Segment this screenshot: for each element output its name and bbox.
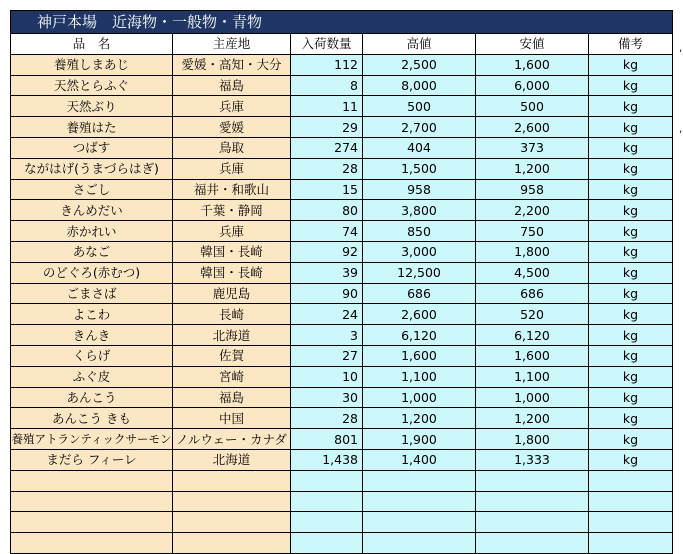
table-row — [11, 408, 673, 429]
high-price-cell: 1,100 — [363, 366, 476, 387]
quantity-cell: 1,438 — [291, 449, 363, 470]
origin-cell: 中国 — [173, 408, 291, 429]
origin-cell: ノルウェー・カナダ — [173, 429, 291, 450]
table-row — [11, 512, 673, 533]
margin-mark-2: , — [679, 124, 683, 135]
origin-cell: 愛媛 — [173, 117, 291, 138]
quantity-cell: 74 — [291, 221, 363, 242]
quantity-cell: 3 — [291, 325, 363, 346]
low-price-cell: 1,100 — [476, 366, 589, 387]
high-price-cell — [363, 470, 476, 491]
table-title: 神戸本場 近海物・一般物・青物 — [11, 11, 673, 34]
origin-cell: 福島 — [173, 387, 291, 408]
high-price-cell: 500 — [363, 96, 476, 117]
table-row — [11, 387, 673, 408]
item-name-cell — [11, 512, 173, 533]
origin-cell: 宮崎 — [173, 366, 291, 387]
low-price-cell: 520 — [476, 304, 589, 325]
low-price-cell — [476, 470, 589, 491]
remarks-cell — [589, 512, 673, 533]
high-price-cell: 958 — [363, 179, 476, 200]
high-price-cell — [363, 512, 476, 533]
remarks-cell: kg — [589, 408, 673, 429]
table-row — [11, 117, 673, 138]
low-price-cell: 4,500 — [476, 262, 589, 283]
low-price-cell — [476, 512, 589, 533]
low-price-cell: 958 — [476, 179, 589, 200]
table-row — [11, 470, 673, 491]
item-name-cell — [11, 470, 173, 491]
table-row — [11, 75, 673, 96]
origin-cell: 韓国・長崎 — [173, 241, 291, 262]
quantity-cell: 28 — [291, 408, 363, 429]
origin-cell: 千葉・静岡 — [173, 200, 291, 221]
remarks-cell: kg — [589, 429, 673, 450]
quantity-cell: 801 — [291, 429, 363, 450]
low-price-cell: 686 — [476, 283, 589, 304]
quantity-cell — [291, 491, 363, 512]
margin-mark-1: , — [679, 43, 683, 54]
low-price-cell: 2,600 — [476, 117, 589, 138]
remarks-cell — [589, 533, 673, 554]
table-row — [11, 241, 673, 262]
low-price-cell: 1,600 — [476, 54, 589, 75]
low-price-cell: 500 — [476, 96, 589, 117]
quantity-cell: 92 — [291, 241, 363, 262]
high-price-cell: 1,000 — [363, 387, 476, 408]
quantity-cell: 29 — [291, 117, 363, 138]
high-price-cell: 3,800 — [363, 200, 476, 221]
origin-cell: 兵庫 — [173, 96, 291, 117]
market-price-table — [10, 10, 673, 554]
remarks-cell: kg — [589, 96, 673, 117]
quantity-cell — [291, 470, 363, 491]
low-price-cell — [476, 491, 589, 512]
quantity-cell: 112 — [291, 54, 363, 75]
table-row — [11, 221, 673, 242]
quantity-cell: 80 — [291, 200, 363, 221]
remarks-cell: kg — [589, 137, 673, 158]
remarks-cell: kg — [589, 158, 673, 179]
header-origin: 主産地 — [173, 34, 291, 55]
origin-cell: 兵庫 — [173, 158, 291, 179]
item-name-cell: ふぐ皮 — [11, 366, 173, 387]
high-price-cell — [363, 533, 476, 554]
origin-cell: 北海道 — [173, 449, 291, 470]
quantity-cell: 11 — [291, 96, 363, 117]
low-price-cell: 1,600 — [476, 345, 589, 366]
origin-cell: 福島 — [173, 75, 291, 96]
high-price-cell: 404 — [363, 137, 476, 158]
origin-cell: 兵庫 — [173, 221, 291, 242]
low-price-cell: 1,200 — [476, 158, 589, 179]
origin-cell: 長崎 — [173, 304, 291, 325]
high-price-cell: 2,600 — [363, 304, 476, 325]
quantity-cell: 15 — [291, 179, 363, 200]
table-row — [11, 325, 673, 346]
high-price-cell: 2,700 — [363, 117, 476, 138]
item-name-cell: まだら フィーレ — [11, 449, 173, 470]
quantity-cell: 28 — [291, 158, 363, 179]
item-name-cell: あんこう きも — [11, 408, 173, 429]
quantity-cell: 90 — [291, 283, 363, 304]
high-price-cell: 1,200 — [363, 408, 476, 429]
item-name-cell — [11, 533, 173, 554]
remarks-cell: kg — [589, 179, 673, 200]
table-row — [11, 179, 673, 200]
high-price-cell: 6,120 — [363, 325, 476, 346]
remarks-cell: kg — [589, 449, 673, 470]
item-name-cell: のどぐろ(赤むつ) — [11, 262, 173, 283]
item-name-cell: 天然とらふぐ — [11, 75, 173, 96]
remarks-cell: kg — [589, 366, 673, 387]
high-price-cell — [363, 491, 476, 512]
quantity-cell: 274 — [291, 137, 363, 158]
item-name-cell — [11, 491, 173, 512]
item-name-cell: 養殖はた — [11, 117, 173, 138]
remarks-cell: kg — [589, 200, 673, 221]
header-quantity: 入荷数量 — [291, 34, 363, 55]
remarks-cell: kg — [589, 221, 673, 242]
origin-cell — [173, 491, 291, 512]
remarks-cell: kg — [589, 75, 673, 96]
remarks-cell: kg — [589, 387, 673, 408]
low-price-cell: 1,333 — [476, 449, 589, 470]
remarks-cell: kg — [589, 325, 673, 346]
low-price-cell: 1,200 — [476, 408, 589, 429]
high-price-cell: 686 — [363, 283, 476, 304]
high-price-cell: 850 — [363, 221, 476, 242]
remarks-cell: kg — [589, 345, 673, 366]
remarks-cell — [589, 491, 673, 512]
quantity-cell: 39 — [291, 262, 363, 283]
remarks-cell: kg — [589, 262, 673, 283]
table-row — [11, 304, 673, 325]
origin-cell: 愛媛・高知・大分 — [173, 54, 291, 75]
quantity-cell — [291, 533, 363, 554]
quantity-cell: 8 — [291, 75, 363, 96]
remarks-cell — [589, 470, 673, 491]
item-name-cell: きんき — [11, 325, 173, 346]
table-row — [11, 283, 673, 304]
quantity-cell: 30 — [291, 387, 363, 408]
high-price-cell: 1,600 — [363, 345, 476, 366]
header-low-price: 安値 — [476, 34, 589, 55]
item-name-cell: あなご — [11, 241, 173, 262]
origin-cell — [173, 470, 291, 491]
remarks-cell: kg — [589, 117, 673, 138]
header-row — [11, 34, 673, 55]
table-row — [11, 533, 673, 554]
table-row — [11, 345, 673, 366]
low-price-cell: 373 — [476, 137, 589, 158]
quantity-cell — [291, 512, 363, 533]
item-name-cell: つばす — [11, 137, 173, 158]
quantity-cell: 27 — [291, 345, 363, 366]
table-row — [11, 262, 673, 283]
table-row — [11, 429, 673, 450]
high-price-cell: 8,000 — [363, 75, 476, 96]
table-row — [11, 366, 673, 387]
header-high-price: 高値 — [363, 34, 476, 55]
table-row — [11, 449, 673, 470]
low-price-cell — [476, 533, 589, 554]
high-price-cell: 12,500 — [363, 262, 476, 283]
high-price-cell: 1,500 — [363, 158, 476, 179]
low-price-cell: 1,000 — [476, 387, 589, 408]
item-name-cell: あんこう — [11, 387, 173, 408]
item-name-cell: きんめだい — [11, 200, 173, 221]
origin-cell — [173, 533, 291, 554]
origin-cell: 韓国・長崎 — [173, 262, 291, 283]
low-price-cell: 1,800 — [476, 429, 589, 450]
origin-cell: 北海道 — [173, 325, 291, 346]
remarks-cell: kg — [589, 54, 673, 75]
origin-cell: 佐賀 — [173, 345, 291, 366]
item-name-cell: ごまさば — [11, 283, 173, 304]
header-remarks: 備考 — [589, 34, 673, 55]
table-row — [11, 96, 673, 117]
low-price-cell: 2,200 — [476, 200, 589, 221]
remarks-cell: kg — [589, 241, 673, 262]
item-name-cell: 養殖しまあじ — [11, 54, 173, 75]
item-name-cell: さごし — [11, 179, 173, 200]
item-name-cell: 養殖アトランティックサーモン — [11, 429, 173, 450]
low-price-cell: 6,120 — [476, 325, 589, 346]
high-price-cell: 1,900 — [363, 429, 476, 450]
quantity-cell: 10 — [291, 366, 363, 387]
table-row — [11, 54, 673, 75]
high-price-cell: 3,000 — [363, 241, 476, 262]
table-row — [11, 158, 673, 179]
quantity-cell: 24 — [291, 304, 363, 325]
origin-cell: 鳥取 — [173, 137, 291, 158]
table-row — [11, 491, 673, 512]
origin-cell: 鹿児島 — [173, 283, 291, 304]
table-row — [11, 137, 673, 158]
high-price-cell: 1,400 — [363, 449, 476, 470]
remarks-cell: kg — [589, 304, 673, 325]
origin-cell: 福井・和歌山 — [173, 179, 291, 200]
item-name-cell: 赤かれい — [11, 221, 173, 242]
header-name: 品 名 — [11, 34, 173, 55]
item-name-cell: くらげ — [11, 345, 173, 366]
item-name-cell: 天然ぶり — [11, 96, 173, 117]
high-price-cell: 2,500 — [363, 54, 476, 75]
item-name-cell: よこわ — [11, 304, 173, 325]
low-price-cell: 750 — [476, 221, 589, 242]
table-row — [11, 200, 673, 221]
remarks-cell: kg — [589, 283, 673, 304]
origin-cell — [173, 512, 291, 533]
low-price-cell: 6,000 — [476, 75, 589, 96]
low-price-cell: 1,800 — [476, 241, 589, 262]
item-name-cell: ながはげ(うまづらはぎ) — [11, 158, 173, 179]
